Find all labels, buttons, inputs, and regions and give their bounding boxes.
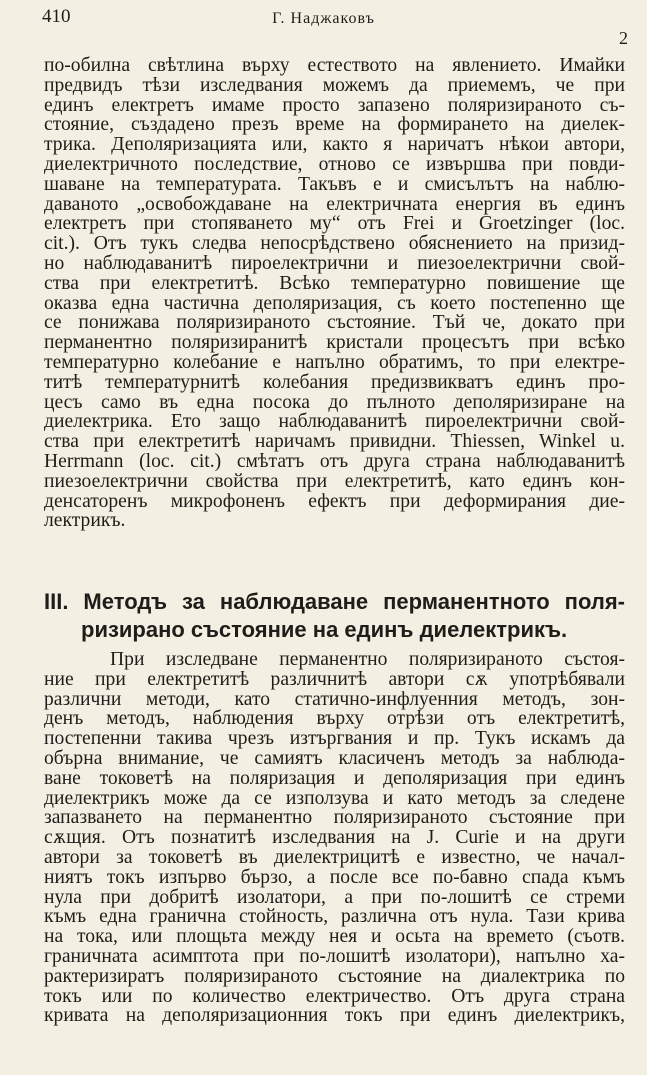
text-line: ване токоветѣ на поляризация и деполяризация при единъ [44, 767, 625, 789]
text-line: денъ методъ, наблюдения върху отрѣзи отъ електретитѣ, [44, 708, 625, 730]
page-header [0, 0, 647, 48]
text-line: на тока, или площьта между нея и осьта на времето (съотв. [44, 926, 625, 948]
sheet-signature-mark: 2 [619, 28, 628, 48]
paragraph-electret-depolarization [44, 56, 625, 531]
text-line: запазването на перманентно поляризираното състояние при [44, 807, 625, 829]
text-line: се понижава поляризираното състояние. Тъй че, докато при [44, 312, 625, 334]
heading-line: ризирано състояние на единъ диелектрикъ. [81, 617, 568, 642]
text-line: перманентно поляризиранитѣ кристали процесътъ при всѣко [44, 332, 625, 354]
text-line: граничната асимптота при по-лошитѣ изолатори), напълно ха- [44, 945, 625, 967]
text-line: ние при електретитѣ различнитѣ автори сѫ употрѣбявали [44, 668, 625, 690]
page-number: 410 [42, 6, 71, 27]
running-head: Г. Наджаковъ [272, 10, 375, 27]
text-line: лектрикъ. [44, 510, 126, 532]
text-line: Herrmann (loc. cit.) смѣтатъ отъ друга страна наблюдаванитѣ [44, 450, 625, 472]
text-line: титѣ температурнитѣ колебания предизвикватъ единъ про- [44, 371, 625, 393]
text-line: къмъ една гранична стойность, различна отъ нула. Тази крива [44, 906, 625, 928]
text-line: пиезоелектрични свойства при електретитѣ, като единъ кон- [44, 470, 625, 492]
text-line: автори за токоветѣ въ диелектрицитѣ е известно, че начал- [44, 846, 625, 868]
text-line: диелектрика. Ето защо наблюдаванитѣ пироелектрични свой- [44, 411, 625, 433]
text-line: предвидъ тѣзи изследвания можемъ да приемемъ, че при [44, 74, 625, 96]
text-line: диелектричното последствие, отново се извършва при повди- [44, 153, 625, 175]
text-line: При изследване перманентно поляризираното състоя- [110, 649, 625, 670]
text-line: различни методи, като статично-инфлуенния методъ, зон- [44, 688, 625, 710]
text-line: денсаторенъ микрофоненъ ефектъ при деформирания дие- [44, 490, 625, 512]
text-line: даваното „освобождаване на електричната енергия въ единъ [44, 193, 625, 215]
text-line: нула при добритѣ изолатори, а при по-лошитѣ се стреми [44, 886, 625, 908]
text-line: по-обилна свѣтлина върху естеството на явлението. Имайки [44, 55, 625, 76]
text-line: cit.). Отъ тукъ следва непосрѣдствено обяснението на призид- [44, 233, 625, 255]
text-line: обърна внимание, че самиятъ класиченъ методъ за наблюда- [44, 747, 625, 769]
paragraph-method [44, 650, 625, 1026]
text-line: температурно колебание е напълно обратимъ, то при електре- [44, 351, 625, 373]
text-line: единъ електретъ имаме просто запазено поляризираното съ- [44, 94, 625, 116]
text-line: токъ или по количество електричество. Отъ друга страна [44, 985, 625, 1007]
text-line: шаване на температурата. Такъвъ е и смисълътъ на наблю- [44, 173, 625, 195]
text-line: стояние, създадено презъ време на формирането на диелек- [44, 114, 625, 136]
text-line: постепенни такива чрезъ изтъргвания и пр. Тукъ искамъ да [44, 728, 625, 750]
text-line: електретъ при стопяването му“ отъ Frei и Groetzinger (loc. [44, 213, 625, 235]
text-line: ниятъ токъ изпърво бързо, а после все по-бавно спада къмъ [44, 866, 625, 888]
text-line: сѫщия. Отъ познатитѣ изследвания на J. Curie и на други [44, 827, 625, 849]
text-line: оказва една частична деполяризация, съ което постепенно ще [44, 292, 625, 314]
text-line: рактеризиратъ поляризираното състояние на диалектрика по [44, 965, 625, 987]
text-line: ства при електретитѣ. Всѣко температурно повишение ще [44, 272, 625, 294]
text-line: но наблюдаванитѣ пироелектрични и пиезоелектрични свой- [44, 252, 625, 274]
text-line: ства при електретитѣ наричамъ привидни. Thiessen, Winkel u. [44, 431, 625, 453]
section-heading [44, 588, 625, 644]
text-line: трика. Деполяризацията или, както я наричатъ нѣкои автори, [44, 134, 625, 156]
text-line: кривата на деполяризационния токъ при единъ диелектрикъ, [44, 1005, 625, 1027]
text-line: диелектрикъ може да се използува и като методъ за следене [44, 787, 625, 809]
text-line: цесъ само въ една посока до пълното деполяризиране на [44, 391, 625, 413]
heading-line: III. Методъ за наблюдаване перманентното поля- [44, 589, 625, 614]
